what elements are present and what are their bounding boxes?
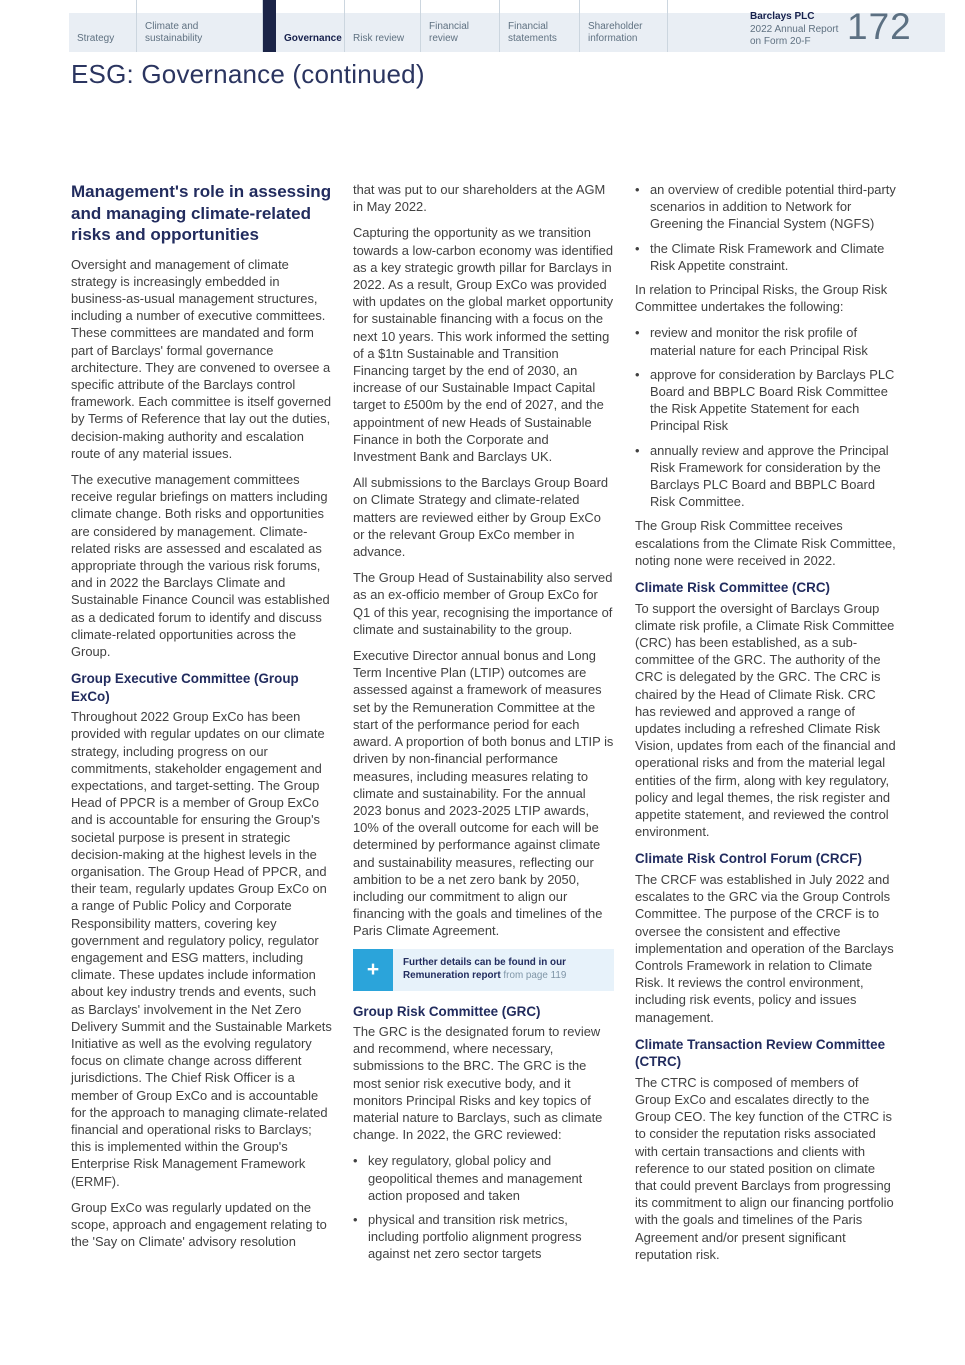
paragraph: The executive management committees receive regular briefings on matters including climate change. Both risks and opportunities are considered by management. Climate-related risks are assessed and escalated as appropriate through the various risk forums, and in 2022 the Barclays Climate and Sustainable Finance Council was established as a dedicated forum to identify and discuss climate-related opportunities across the Group.: [71, 471, 330, 659]
tab-label: Financial review: [429, 21, 470, 44]
paragraph: The CRCF was established in July 2022 and escalates to the GRC via the Group Controls Committee. The purpose of the CRCF is to oversee the consistent and effective implementation and operation of the Barclays Controls Framework in relation to Climate Risk. It reviews the control environment, including risk events, policy and issues management.: [635, 871, 894, 1025]
report-title-line1: 2022 Annual Report: [750, 23, 839, 35]
subheading-grc: Group Risk Committee (GRC): [353, 1003, 541, 1019]
report-title-line2: on Form 20-F: [750, 36, 811, 47]
paragraph: All submissions to the Barclays Group Board on Climate Strategy and climate-related matters are reviewed either by Group ExCo or the relevant Group ExCo member in advance.: [353, 475, 609, 560]
column-3: [635, 181, 896, 1272]
paragraph: Group ExCo was regularly updated on the scope, approach and engagement relating to the 'Say on Climate' advisory resolution: [71, 1199, 327, 1250]
tab-label: Financial statements: [508, 21, 557, 44]
tab-financial-statements[interactable]: [500, 0, 580, 52]
list-item-text: key regulatory, global policy and geopolitical themes and management action proposed and taken: [368, 1153, 583, 1203]
tab-climate-and-sustainability[interactable]: [137, 0, 263, 52]
list-item: [635, 324, 896, 358]
column-1: [71, 181, 332, 1272]
nav-tabs: [69, 0, 668, 52]
tab-governance[interactable]: [276, 0, 345, 52]
section-heading-management-role: Management's role in assessing and managing climate-related risks and opportunities: [71, 182, 332, 244]
paragraph: Capturing the opportunity as we transition towards a low-carbon economy was identified as a key strategic growth pillar for Barclays in 2022. As a result, Group ExCo was provided with updates on the global market opportunity for sustainable financing with a focus on the next 10 years. This work informed the setting of a $1tn Sustainable and Transition Financing target by the end of 2030, an increase of our Sustainable Impact Capital target to £500m by the end of 2027, and the appointment of new Heads of Sustainable Finance in both the Corporate and Investment Bank and Barclays UK.: [353, 225, 614, 465]
bullet-glyph: •: [635, 366, 640, 382]
subheading-crcf: Climate Risk Control Forum (CRCF): [635, 851, 862, 867]
page-number: 172: [847, 6, 912, 47]
paragraph: The Group Risk Committee receives escalations from the Climate Risk Committee, noting none were received in 2022.: [635, 518, 896, 568]
paragraph: The Group Head of Sustainability also served as an ex-officio member of Group ExCo for Q1 of this year, recognising the importance of climate and sustainability to the group.: [353, 570, 613, 637]
report-brand-block: [750, 11, 838, 49]
tab-label: Climate and sustainability: [145, 21, 203, 44]
paragraph: Throughout 2022 Group ExCo has been provided with regular updates on our climate strategy, including progress on our commitments, stakeholder engagement and expectations, and target-setting. The Group Head of PPCR is a member of Group ExCo and is accountable for ensuring the Group's societal purpose is present in strategic decision-making at the highest levels in the organisation. The Group Head of PPCR, and their team, regularly updates Group ExCo on a range of Public Policy and Corporate Responsibility matters, covering key government and regulatory policy, regulator engagement and ESG matters, including climate. These updates include information about key industry trends and events, such as Barclays' involvement in the Net Zero Delivery Summit and the Sustainable Markets Initiative as well as the evolving regulatory focus on climate change across different jurisdictions. The Chief Risk Officer is a member of Group ExCo and is accountable for the approach to managing climate-related financial and operational risks to Barclays; this is implemented within the Group's Enterprise Risk Management Framework (ERMF).: [71, 709, 332, 1189]
list-item: [635, 181, 896, 233]
subheading-group-exco: Group Executive Committee (Group ExCo): [71, 671, 299, 704]
subheading-ctrc: Climate Transaction Review Committee (CTRC): [635, 1036, 886, 1070]
bullet-glyph: •: [635, 442, 640, 458]
callout-bold-text: Further details can be found in our Remuneration report: [403, 956, 566, 981]
bullet-glyph: •: [353, 1212, 358, 1228]
tab-label: Risk review: [353, 33, 405, 44]
list-item: [635, 442, 896, 511]
bullet-glyph: •: [635, 240, 640, 256]
list-item-text: physical and transition risk metrics, including portfolio alignment progress against net zero sector targets: [368, 1212, 582, 1262]
paragraph: In relation to Principal Risks, the Group Risk Committee undertakes the following:: [635, 282, 888, 315]
paragraph: The GRC is the designated forum to review and recommend, where necessary, submissions to the BRC. The GRC is the most senior risk executive body, and it monitors Principal Risks and key topics of material nature to Barclays, such as climate change. In 2022, the GRC reviewed:: [353, 1024, 603, 1143]
list-item-text: review and monitor the risk profile of material nature for each Principal Risk: [650, 325, 868, 358]
tab-financial-review[interactable]: [421, 0, 500, 52]
paragraph: To support the oversight of Barclays Group climate risk profile, a Climate Risk Committee (CRC) has been established, as a sub-committee of the GRC. The authority of the CRC is delegated by the GRC. The CRC is chaired by the Head of Climate Risk. CRC has reviewed and approved a range of updates including a refreshed Climate Risk Vision, updates from each of the financial and operational risks and from the material legal entities of the firm, along with key regulatory, policy and legal themes, the risk register and appetite statement, and reviewed the control environment.: [635, 600, 896, 840]
list-item-text: the Climate Risk Framework and Climate Risk Appetite constraint.: [650, 240, 885, 273]
tab-risk-review[interactable]: [345, 0, 421, 52]
list-item-text: an overview of credible potential third-party scenarios in addition to Network for Greening the Financial System (NGFS): [650, 182, 896, 232]
plus-icon: +: [353, 949, 393, 991]
paragraph: that was put to our shareholders at the AGM in May 2022.: [353, 182, 606, 215]
list-item-text: annually review and approve the Principal Risk Framework for consideration by the Barclays PLC Board and BBPLC Board Risk Committee.: [650, 442, 889, 510]
body-columns: [71, 181, 896, 1272]
list-item-text: approve for consideration by Barclays PLC Board and BBPLC Board Risk Committee the Risk Appetite Statement for each Principal Risk: [650, 366, 895, 434]
tab-label: Shareholder information: [588, 21, 643, 44]
tab-label: Strategy: [77, 33, 115, 44]
callout-text: [393, 949, 614, 991]
bullet-glyph: •: [635, 182, 640, 197]
list-item: [635, 366, 896, 435]
tab-strategy[interactable]: [69, 0, 137, 52]
page-title: ESG: Governance (continued): [71, 59, 425, 89]
active-tab-accent-bar: [263, 0, 276, 52]
cross-reference-callout[interactable]: [353, 949, 614, 991]
brand-name: Barclays PLC: [750, 11, 815, 22]
column-2: [353, 181, 614, 1272]
subheading-crc: Climate Risk Committee (CRC): [635, 580, 830, 596]
callout-page-reference: from page 119: [500, 969, 567, 981]
paragraph: Executive Director annual bonus and Long Term Incentive Plan (LTIP) outcomes are assessed against a framework of measures set by the Remuneration Committee at the start of the performance period for each award. A proportion of both bonus and LTIP is driven by non-financial performance measures, including measures relating to climate and sustainability. For the annual 2023 bonus and 2023-2025 LTIP awards, 10% of the overall outcome for each will be determined by performance against climate and sustainability measures, reflecting our ambition to be a net zero bank by 2050, including our commitment to align our financing with the goals and timelines of the Paris Climate Agreement.: [353, 648, 614, 939]
top-nav: [69, 0, 945, 52]
list-item: [353, 1211, 614, 1263]
bullet-glyph: •: [635, 325, 640, 341]
paragraph: Oversight and management of climate strategy is increasingly embedded in business-as-usual management structures, including a number of executive committees. These committees are mandated and form part of Barclays' formal governance architecture. They are convened to oversee a specific attribute of the Barclays control framework. Each committee is itself governed by Terms of Reference that lay out the duties, decision-making authority and escalation route of any material issues.: [71, 256, 332, 461]
tab-label: Governance: [284, 33, 342, 44]
paragraph: The CTRC is composed of members of Group ExCo and escalates directly to the Group CEO. The key function of the CTRC is to consider the reputation risks associated with certain transactions and clients with reference to our stated position on climate that could prevent Barclays from progressing its commitment to align our financing portfolio with the goals and timelines of the Paris Agreement and/or present significant reputation risk.: [635, 1074, 894, 1262]
list-item: [353, 1152, 614, 1204]
bullet-glyph: •: [353, 1153, 358, 1169]
list-item: [635, 240, 896, 274]
tab-shareholder-information[interactable]: [580, 0, 668, 52]
